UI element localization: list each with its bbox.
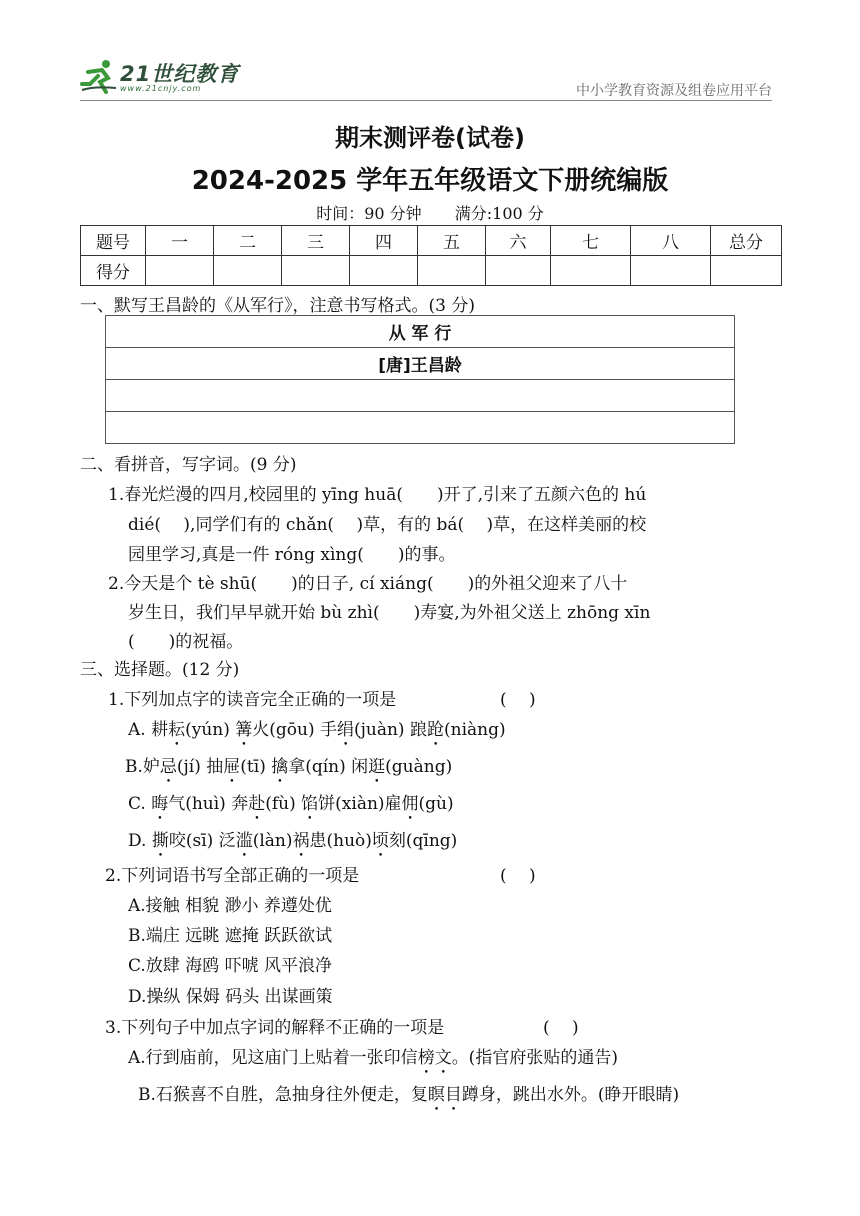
question-3-stem: 3.下列句子中加点字词的解释不正确的一项是 [105,1018,445,1038]
score-input-cell[interactable] [711,256,782,286]
score-cell: 题号 [81,226,146,256]
score-input-cell[interactable] [418,256,486,286]
score-row-label: 得分 [81,256,146,286]
poem-answer-line[interactable] [106,412,735,444]
page-header [0,0,860,104]
logo-url: www.21cnjy.com [120,84,202,93]
score-cell: 二 [214,226,282,256]
score-cell: 八 [631,226,711,256]
score-cell: 三 [282,226,350,256]
question-1-stem: 1.下列加点字的读音完全正确的一项是 [108,690,397,710]
section-1-heading: 一、默写王昌龄的《从军行》，注意书写格式。(3 分) [80,296,475,316]
score-cell: 七 [551,226,631,256]
score-table [80,225,782,286]
answer-bracket[interactable]: ( ) [500,690,536,710]
header-divider [80,100,772,101]
exam-title: 期末测评卷(试卷) [335,124,525,152]
score-cell: 四 [350,226,418,256]
pinyin-line: 2.今天是个 tè shū( )的日子, cí xiáng( )的外祖父迎来了八十 [108,574,628,594]
pinyin-line: 岁生日，我们早早就开始 bù zhì( )寿宴,为外祖父送上 zhōng xīn [128,603,651,623]
score-cell: 一 [146,226,214,256]
exam-meta [0,201,860,224]
score-input-cell[interactable] [214,256,282,286]
option-3b[interactable]: B.石猴喜不自胜，急抽身往外便走，复瞑目蹲身，跳出水外。(睁开眼睛) [138,1085,680,1105]
score-input-cell[interactable] [551,256,631,286]
option-2a[interactable]: A.接触 相貌 渺小 养遵处优 [128,896,332,916]
score-input-cell[interactable] [282,256,350,286]
section-2-heading: 二、看拼音，写字词。(9 分) [80,455,297,475]
exam-subtitle: 2024-2025 学年五年级语文下册统编版 [191,166,669,196]
logo-text: 21世纪教育 [120,62,240,86]
score-input-cell[interactable] [631,256,711,286]
poem-title: 从 军 行 [106,316,735,348]
option-1c[interactable]: C. 晦气(huì) 奔赴(fù) 馅饼(xiàn)雇佣(gù) [128,794,454,814]
option-1d[interactable]: D. 撕咬(sī) 泛滥(làn)祸患(huò)顷刻(qīng) [128,831,458,851]
option-3a[interactable]: A.行到庙前，见这庙门上贴着一张印信榜文。(指官府张贴的通告) [128,1048,618,1068]
score-cell: 总分 [711,226,782,256]
poem-table [105,315,735,444]
answer-bracket[interactable]: ( ) [543,1018,579,1038]
runner-logo-icon [80,58,118,94]
exam-time: 时间：90 分钟 [316,204,422,223]
option-2c[interactable]: C.放肆 海鸥 吓唬 风平浪净 [128,956,333,976]
score-input-cell[interactable] [146,256,214,286]
question-2-stem: 2.下列词语书写全部正确的一项是 [105,866,360,886]
score-table-score-row [81,256,782,286]
poem-answer-line[interactable] [106,380,735,412]
exam-full-score: 满分:100 分 [454,204,544,223]
score-table-header-row [81,226,782,256]
option-2b[interactable]: B.端庄 远眺 遮掩 跃跃欲试 [128,926,333,946]
pinyin-line: ( )的祝福。 [128,632,244,652]
platform-name: 中小学教育资源及组卷应用平台 [576,83,772,99]
pinyin-line: dié( ),同学们有的 chǎn( )草，有的 bá( )草，在这样美丽的校 [128,515,647,535]
option-2d[interactable]: D.操纵 保姆 码头 出谋画策 [128,987,333,1007]
answer-bracket[interactable]: ( ) [500,866,536,886]
score-cell: 六 [486,226,551,256]
pinyin-line: 1.春光烂漫的四月,校园里的 yīng huā( )开了,引来了五颜六色的 hú [108,485,647,505]
score-cell: 五 [418,226,486,256]
option-1a[interactable]: A. 耕耘(yún) 篝火(gōu) 手绢(juàn) 踉跄(niàng) [128,720,506,740]
score-input-cell[interactable] [350,256,418,286]
option-1b[interactable]: B.妒忌(jí) 抽屉(tī) 擒拿(qín) 闲逛(guàng) [125,757,453,777]
section-3-heading: 三、选择题。(12 分) [80,660,240,680]
pinyin-line: 园里学习,真是一件 róng xìng( )的事。 [128,545,456,565]
score-input-cell[interactable] [486,256,551,286]
poem-author: [唐]王昌龄 [106,348,735,380]
